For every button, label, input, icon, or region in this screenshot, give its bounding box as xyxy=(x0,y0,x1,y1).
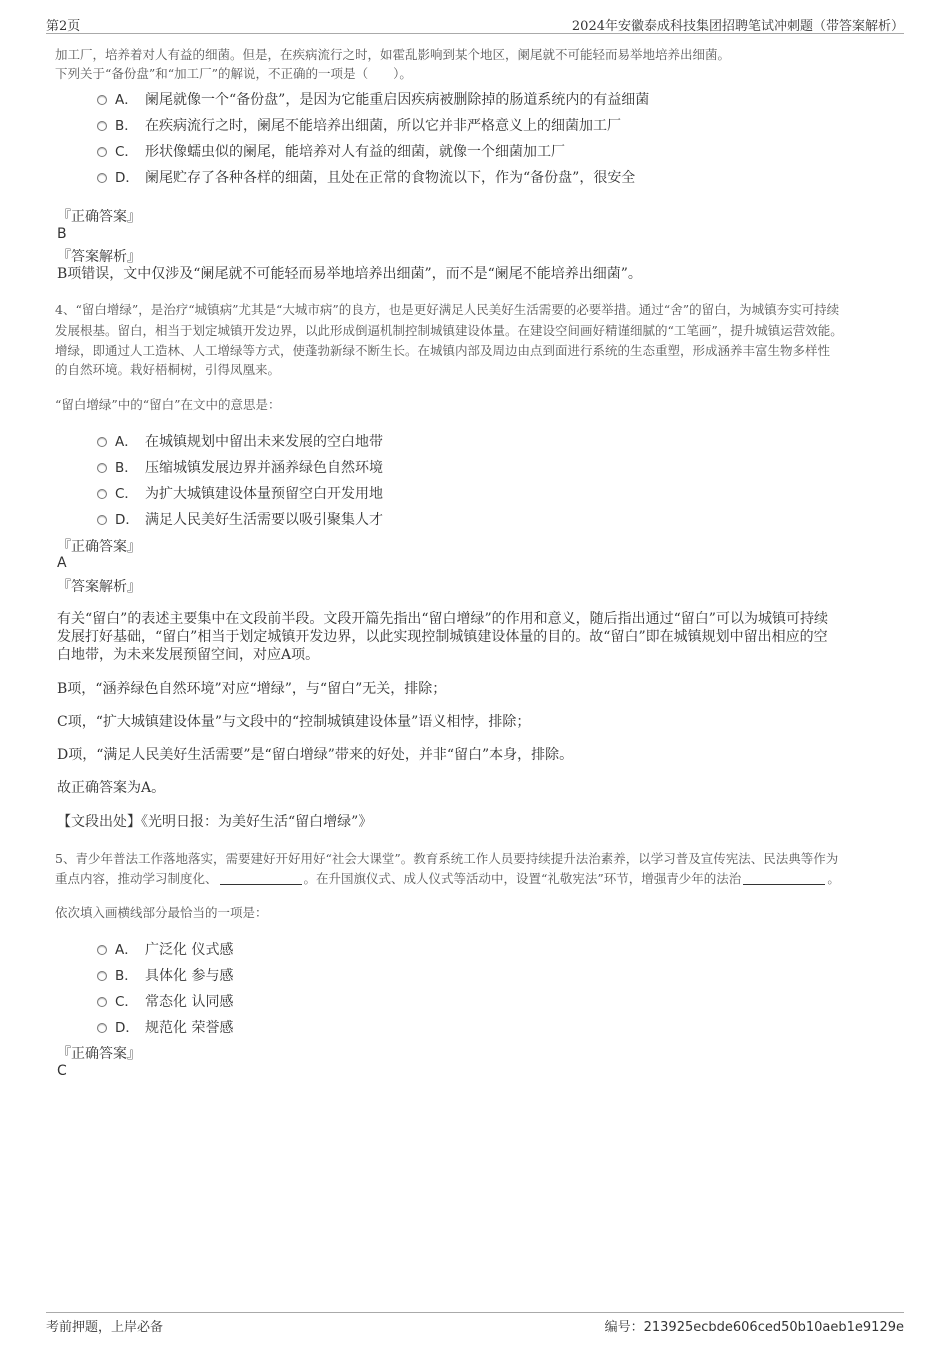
q4-option-d[interactable]: D． 满足人民美好生活需要以吸引聚集人才 xyxy=(97,508,383,529)
q5-option-a[interactable]: A． 广泛化 仪式感 xyxy=(97,938,233,959)
q4-option-b[interactable]: B． 压缩城镇发展边界并涵养绿色自然环境 xyxy=(97,456,383,477)
radio-icon[interactable] xyxy=(97,515,107,525)
q5-question: 依次填入画横线部分最恰当的一项是： xyxy=(55,905,268,920)
q4-source: 【文段出处】《光明日报：为美好生活“留白增绿”》 xyxy=(57,814,373,830)
fill-blank-2 xyxy=(743,872,825,885)
q4-analysis-line-1: 有关“留白”的表述主要集中在文段前半段。文段开篇先指出“留白增绿”的作用和意义，随后指出通过“留白”可以为城镇可持续 xyxy=(57,611,828,627)
radio-icon[interactable] xyxy=(97,147,107,157)
q5-option-b[interactable]: B． 具体化 参与感 xyxy=(97,964,233,985)
q3-option-b[interactable]: B． 在疾病流行之时，阑尾不能培养出细菌，所以它并非严格意义上的细菌加工厂 xyxy=(97,114,621,135)
radio-icon[interactable] xyxy=(97,489,107,499)
q4-text-line-2: 发展根基。留白，相当于划定城镇开发边界，以此形成倒逼机制控制城镇建设体量。在建设空间画好精谨细腻的“工笔画”，提升城镇运营效能。 xyxy=(55,323,843,338)
q4-text-line-4: 的自然环境。栽好梧桐树，引得凤凰来。 xyxy=(55,362,281,377)
q5-answer: C xyxy=(57,1063,67,1079)
q4-analysis-c: C项，“扩大城镇建设体量”与文段中的“控制城镇建设体量”语义相悖，排除； xyxy=(57,714,531,730)
q3-option-a[interactable]: A． 阑尾就像一个“备份盘”，是因为它能重启因疾病被删除掉的肠道系统内的有益细菌 xyxy=(97,88,649,109)
q3-answer-label: 『正确答案』 xyxy=(57,209,141,225)
q4-answer-label: 『正确答案』 xyxy=(57,539,141,555)
radio-icon[interactable] xyxy=(97,95,107,105)
q4-option-a[interactable]: A． 在城镇规划中留出未来发展的空白地带 xyxy=(97,430,383,451)
q3-option-c[interactable]: C． 形状像蠕虫似的阑尾，能培养对人有益的细菌，就像一个细菌加工厂 xyxy=(97,140,565,161)
q3-text-line-1: 加工厂，培养着对人有益的细菌。但是，在疾病流行之时，如霍乱影响到某个地区，阑尾就不可能轻而易举地培养出细菌。 xyxy=(55,47,731,62)
q4-analysis-line-3: 白地带，为未来发展预留空间，对应A项。 xyxy=(57,647,320,663)
q4-analysis-conclusion: 故正确答案为A。 xyxy=(57,780,166,796)
q4-analysis-b: B项，“涵养绿色自然环境”对应“增绿”，与“留白”无关，排除； xyxy=(57,681,447,697)
q4-analysis-label: 『答案解析』 xyxy=(57,579,141,595)
q3-analysis-label: 『答案解析』 xyxy=(57,249,141,265)
radio-icon[interactable] xyxy=(97,173,107,183)
radio-icon[interactable] xyxy=(97,121,107,131)
q3-option-d[interactable]: D． 阑尾贮存了各种各样的细菌，且处在正常的食物流以下，作为“备份盘”，很安全 xyxy=(97,166,635,187)
page-footer xyxy=(46,1312,904,1335)
radio-icon[interactable] xyxy=(97,971,107,981)
q3-answer: B xyxy=(57,226,67,242)
q4-option-c[interactable]: C． 为扩大城镇建设体量预留空白开发用地 xyxy=(97,482,383,503)
footer-slogan: 考前押题，上岸必备 xyxy=(46,1320,164,1335)
q3-analysis: B项错误，文中仅涉及“阑尾就不可能轻而易举地培养出细菌”，而不是“阑尾不能培养出细菌”。 xyxy=(57,266,642,282)
q5-option-d[interactable]: D． 规范化 荣誉感 xyxy=(97,1016,233,1037)
q4-question: “留白增绿”中的“留白”在文中的意思是： xyxy=(55,397,281,412)
q5-text-line-1: 5、青少年普法工作落地落实，需要建好开好用好“社会大课堂”。教育系统工作人员要持续提升法治素养，以学习普及宣传宪法、民法典等作为 xyxy=(55,851,839,866)
document-code: 编号：213925ecbde606ced50b10aeb1e9129e xyxy=(604,1320,904,1335)
q4-text-line-1: 4、“留白增绿”，是治疗“城镇病”尤其是“大城市病”的良方，也是更好满足人民美好生活需要的必要举措。通过“舍”的留白，为城镇夯实可持续 xyxy=(55,302,840,317)
q5-text-line-2: 重点内容，推动学习制度化、 。在升国旗仪式、成人仪式等活动中，设置“礼敬宪法”环节，增强青少年的法治 。 xyxy=(55,871,840,886)
q5-option-c[interactable]: C． 常态化 认同感 xyxy=(97,990,233,1011)
page-number: 第2页 xyxy=(46,19,81,34)
radio-icon[interactable] xyxy=(97,1023,107,1033)
q4-answer: A xyxy=(57,555,67,571)
radio-icon[interactable] xyxy=(97,463,107,473)
fill-blank-1 xyxy=(220,872,302,885)
radio-icon[interactable] xyxy=(97,945,107,955)
q4-analysis-d: D项，“满足人民美好生活需要”是“留白增绿”带来的好处，并非“留白”本身，排除。 xyxy=(57,747,574,763)
radio-icon[interactable] xyxy=(97,437,107,447)
q5-answer-label: 『正确答案』 xyxy=(57,1046,141,1062)
q3-question: 下列关于“备份盘”和“加工厂”的解说，不正确的一项是（ ）。 xyxy=(55,66,412,81)
q4-analysis-line-2: 发展打好基础，“留白”相当于划定城镇开发边界，以此实现控制城镇建设体量的目的。故“留白”即在城镇规划中留出相应的空 xyxy=(57,629,828,645)
radio-icon[interactable] xyxy=(97,997,107,1007)
q4-text-line-3: 增绿，即通过人工造林、人工增绿等方式，使蓬勃新绿不断生长。在城镇内部及周边由点到面进行系统的生态重塑，形成涵养丰富生物多样性 xyxy=(55,343,831,358)
page-header xyxy=(46,15,904,34)
document-title: 2024年安徽泰成科技集团招聘笔试冲刺题（带答案解析） xyxy=(571,19,904,34)
